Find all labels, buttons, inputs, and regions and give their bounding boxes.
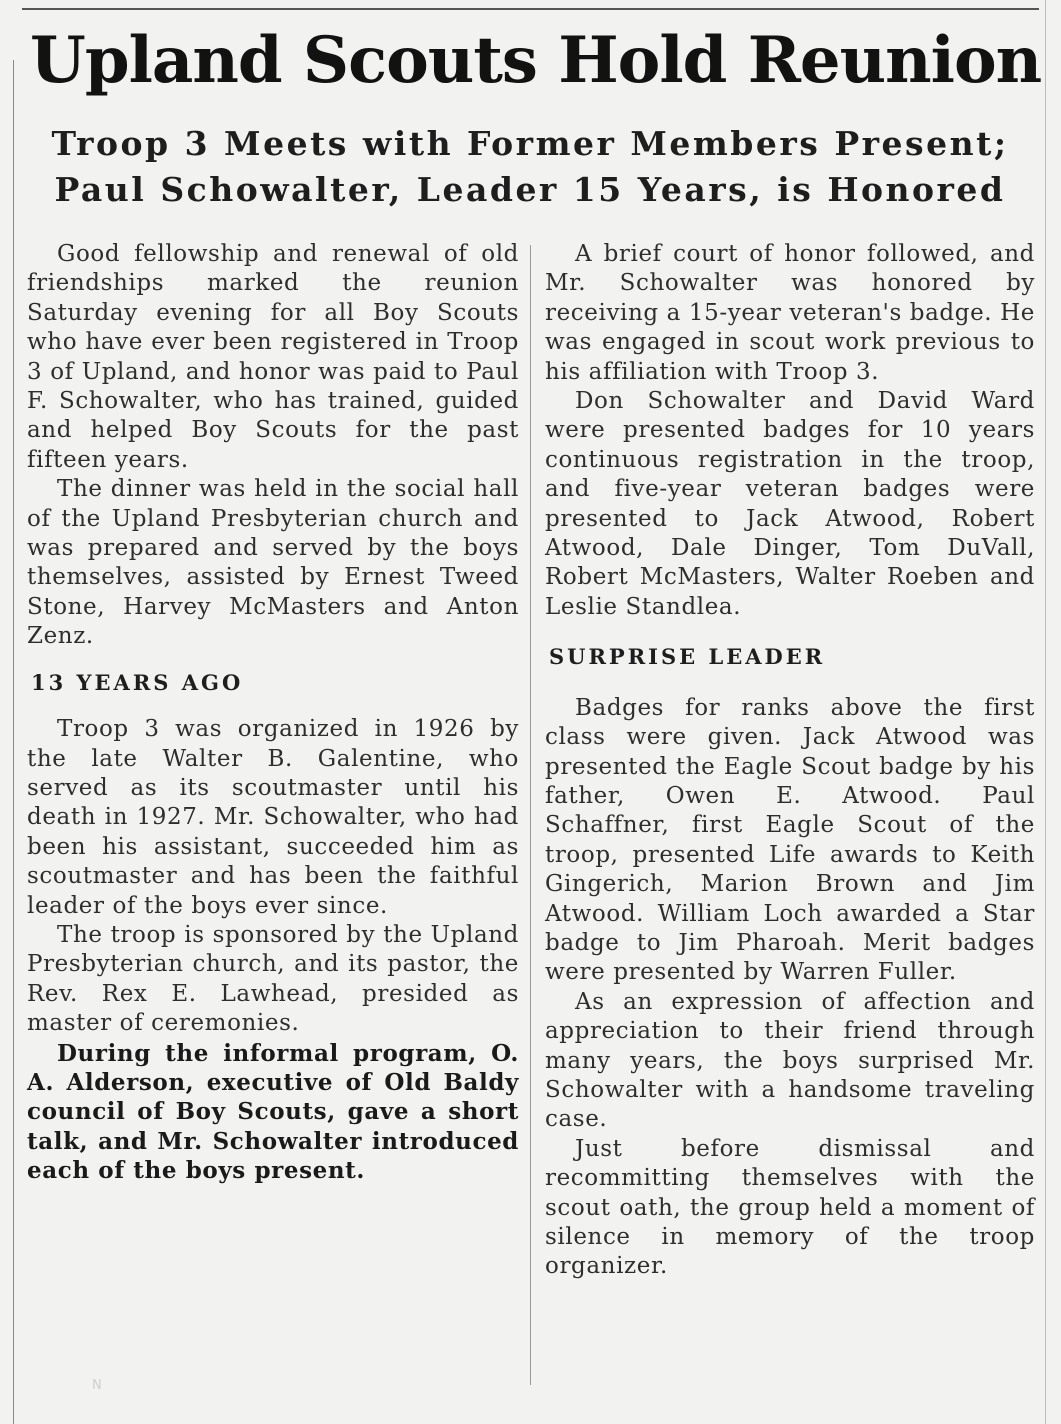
column-divider [530,245,531,1385]
right-paragraph-3: Badges for ranks above the first class were given. Jack Atwood was presented the Eagle Scout badge by his father, Owen E. Atwood. Paul Schaffner, first Eagle Scout of the troop, presented Life awards to Keith Gingerich, Marion Brown and Jim Atwood. William Loch awarded a Star badge to Jim Pharoah. Merit badges were presented by Warren Fuller. [545,694,1035,986]
left-paragraph-5: During the informal program, O. A. Alderson, executive of Old Baldy council of Boy Scouts, gave a short talk, and Mr. Schowalter introduced each of the boys present. [27,1039,519,1185]
watermark-mark: N [92,1378,102,1393]
left-paragraph-1: Good fellowship and renewal of old friendships marked the reunion Saturday evening for all Boy Scouts who have ever been registered in Troop 3 of Upland, and honor was paid to Paul F. Schowalter, who has trained, guided and helped Boy Scouts for the past fifteen years. [27,241,519,473]
left-paragraph-3: Troop 3 was organized in 1926 by the late Walter B. Galentine, who served as its scoutmaster until his death in 1927. Mr. Schowalter, who had been his assistant, succeeded him as scoutmaster and has been the faithful leader of the boys ever since. [27,716,519,919]
right-paragraph-2: Don Schowalter and David Ward were presented badges for 10 years continuous registration in the troop, and five-year veteran badges were presented to Jack Atwood, Robert Atwood, Dale Dinger, Tom DuVall, Robert McMasters, Walter Roeben and Leslie Standlea. [545,388,1035,620]
section-heading-surprise-leader: SURPRISE LEADER [549,644,826,670]
right-paragraph-5: Just before dismissal and recommitting themselves with the scout oath, the group held a moment of silence in memory of the troop organizer. [545,1135,1035,1280]
left-column [27,240,519,1186]
right-column [545,240,1035,1282]
headline: Upland Scouts Hold Reunion [30,23,1042,98]
left-paragraph-4: The troop is sponsored by the Upland Presbyterian church, and its pastor, the Rev. Rex E. Lawhead, presided as master of ceremonies. [27,921,519,1037]
section-heading-13-years-ago: 13 YEARS AGO [31,669,244,695]
right-margin-rule [1045,0,1046,1424]
right-paragraph-4: As an expression of affection and appreciation to their friend through many years, the boys surprised Mr. Schowalter with a handsome traveling case. [545,988,1035,1133]
left-paragraph-2: The dinner was held in the social hall of the Upland Presbyterian church and was prepared and served by the boys themselves, assisted by Ernest Tweed Stone, Harvey McMasters and Anton Zenz. [27,476,519,650]
left-margin-rule [13,60,14,1424]
subheadline-line-1: Troop 3 Meets with Former Members Present; [51,124,1009,163]
right-paragraph-1: A brief court of honor followed, and Mr. Schowalter was honored by receiving a 15-year veteran's badge. He was engaged in scout work previous to his affiliation with Troop 3. [545,241,1035,385]
top-rule [22,8,1039,10]
subheadline-line-2: Paul Schowalter, Leader 15 Years, is Honored [54,170,1006,209]
